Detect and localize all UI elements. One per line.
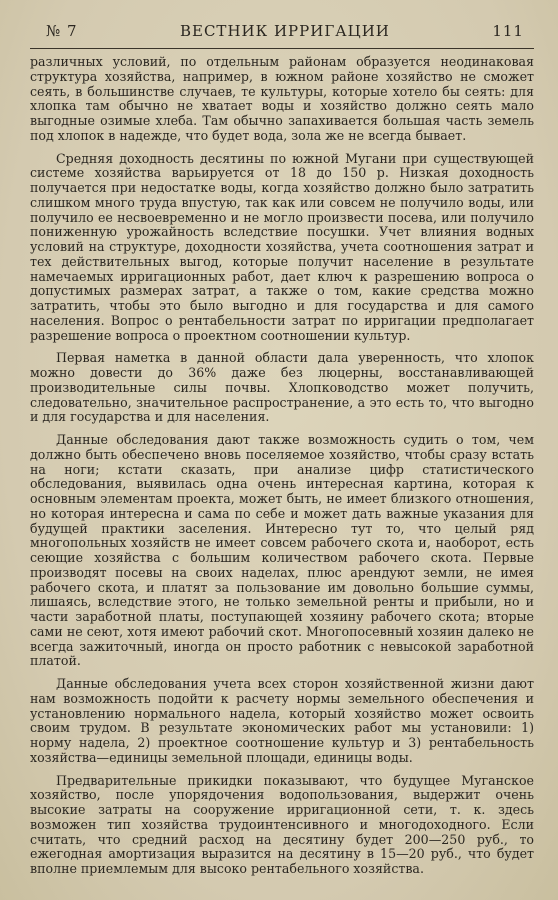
paragraph: Данные обследования дают также возможность судить о том, чем должно быть обеспечено вновь поселяемое хозяйство, чтобы сразу встать на ноги; кстати сказать, при анализе цифр статистического обследования, выявилась одна очень интересная картина, которая к основным элементам проекта, может быть, не имеет близкого отношения, но которая интересна и сама по себе и может дать важные указания для будущей практики заселения. Интересно тут то, что целый ряд многопольных хозяйств не имеет совсем рабочего скота и, наоборот, есть сеющие хозяйства с большим количеством рабочего скота. Первые производят посевы на своих наделах, плюс арендуют земли, не имея рабочего скота, и платят за пользование им довольно большие суммы, лишаясь, вследствие этого, не только земельной ренты и прибыли, но и части заработной платы, поступающей хозяину рабочего скота; вторые сами не сеют, хотя имеют рабочий скот. Многопосевный хозяин далеко не всегда зажиточный, иногда он просто работник с невысокой заработной платой. <box>30 432 534 669</box>
paragraph: Данные обследования учета всех сторон хозяйственной жизни дают нам возможность подойти к расчету нормы земельного обеспечения и установлению нормального надела, который хозяйство может освоить своим трудом. В результате экономических работ мы установили: 1) норму надела, 2) проектное соотношение культур и 3) рентабельность хозяйства—единицы земельной площади, единицы воды. <box>30 676 534 765</box>
header-rule <box>30 48 534 49</box>
journal-title: ВЕСТНИК ИРРИГАЦИИ <box>179 22 390 40</box>
paragraph: Средняя доходность десятины по южной Мугани при существующей системе хозяйства варьируется от 18 до 150 р. Низкая доходность получается при недостатке воды, когда хозяйство должно было затратить слишком много труда впустую, так как или совсем не получило воды, или получило ее несвоевременно и не могло произвести посева, или получило пониженную урожайность вследствие посушки. Учет влияния водных условий на структуре, доходности хозяйства, учета соотношения затрат и тех действительных выгод, которые получит население в результате намечаемых ирригационных работ, дает ключ к разрешению вопроса о допустимых размерах затрат, а также о том, какие средства можно затратить, чтобы это было выгодно и для государства и для самого населения. Вопрос о рентабельности затрат по ирригации предполагает разрешение вопроса о проектном соотношении культур. <box>30 150 534 343</box>
article-body <box>30 55 534 877</box>
running-header <box>30 22 534 46</box>
paragraph: Предварительные прикидки показывают, что будущее Муганское хозяйство, после упорядочения водопользования, выдержит очень высокие затраты на сооружение ирригационной сети, т. к. здесь возможен тип хозяйства трудоинтенсивного и многодоходного. Если считать, что средний расход на десятину будет 200—250 руб., то ежегодная амортизация выразится на десятину в 15—20 руб., что будет вполне приемлемым для высоко рентабельного хозяйства. <box>30 772 534 876</box>
issue-number: № 7 <box>46 22 78 40</box>
paragraph: Первая наметка в данной области дала уверенность, что хлопок можно довести до 36% даже без люцерны, восстанавливающей производительные силы почвы. Хлопководство может получить, следовательно, значительное распространение, а это есть то, что выгодно и для государства и для населения. <box>30 350 534 425</box>
paragraph: различных условий, по отдельным районам образуется неодинаковая структура хозяйства, например, в южном районе хозяйство не сможет сеять, в большинстве случаев, те культуры, которые хотело бы сеять: для хлопка там обычно не хватает воды и хозяйство должно сеять мало выгодные озимые хлеба. Там обычно запахивается большая часть земель под хлопок в надежде, что будет вода, зола же не всегда бывает. <box>30 54 534 143</box>
page-number: 111 <box>492 22 524 40</box>
